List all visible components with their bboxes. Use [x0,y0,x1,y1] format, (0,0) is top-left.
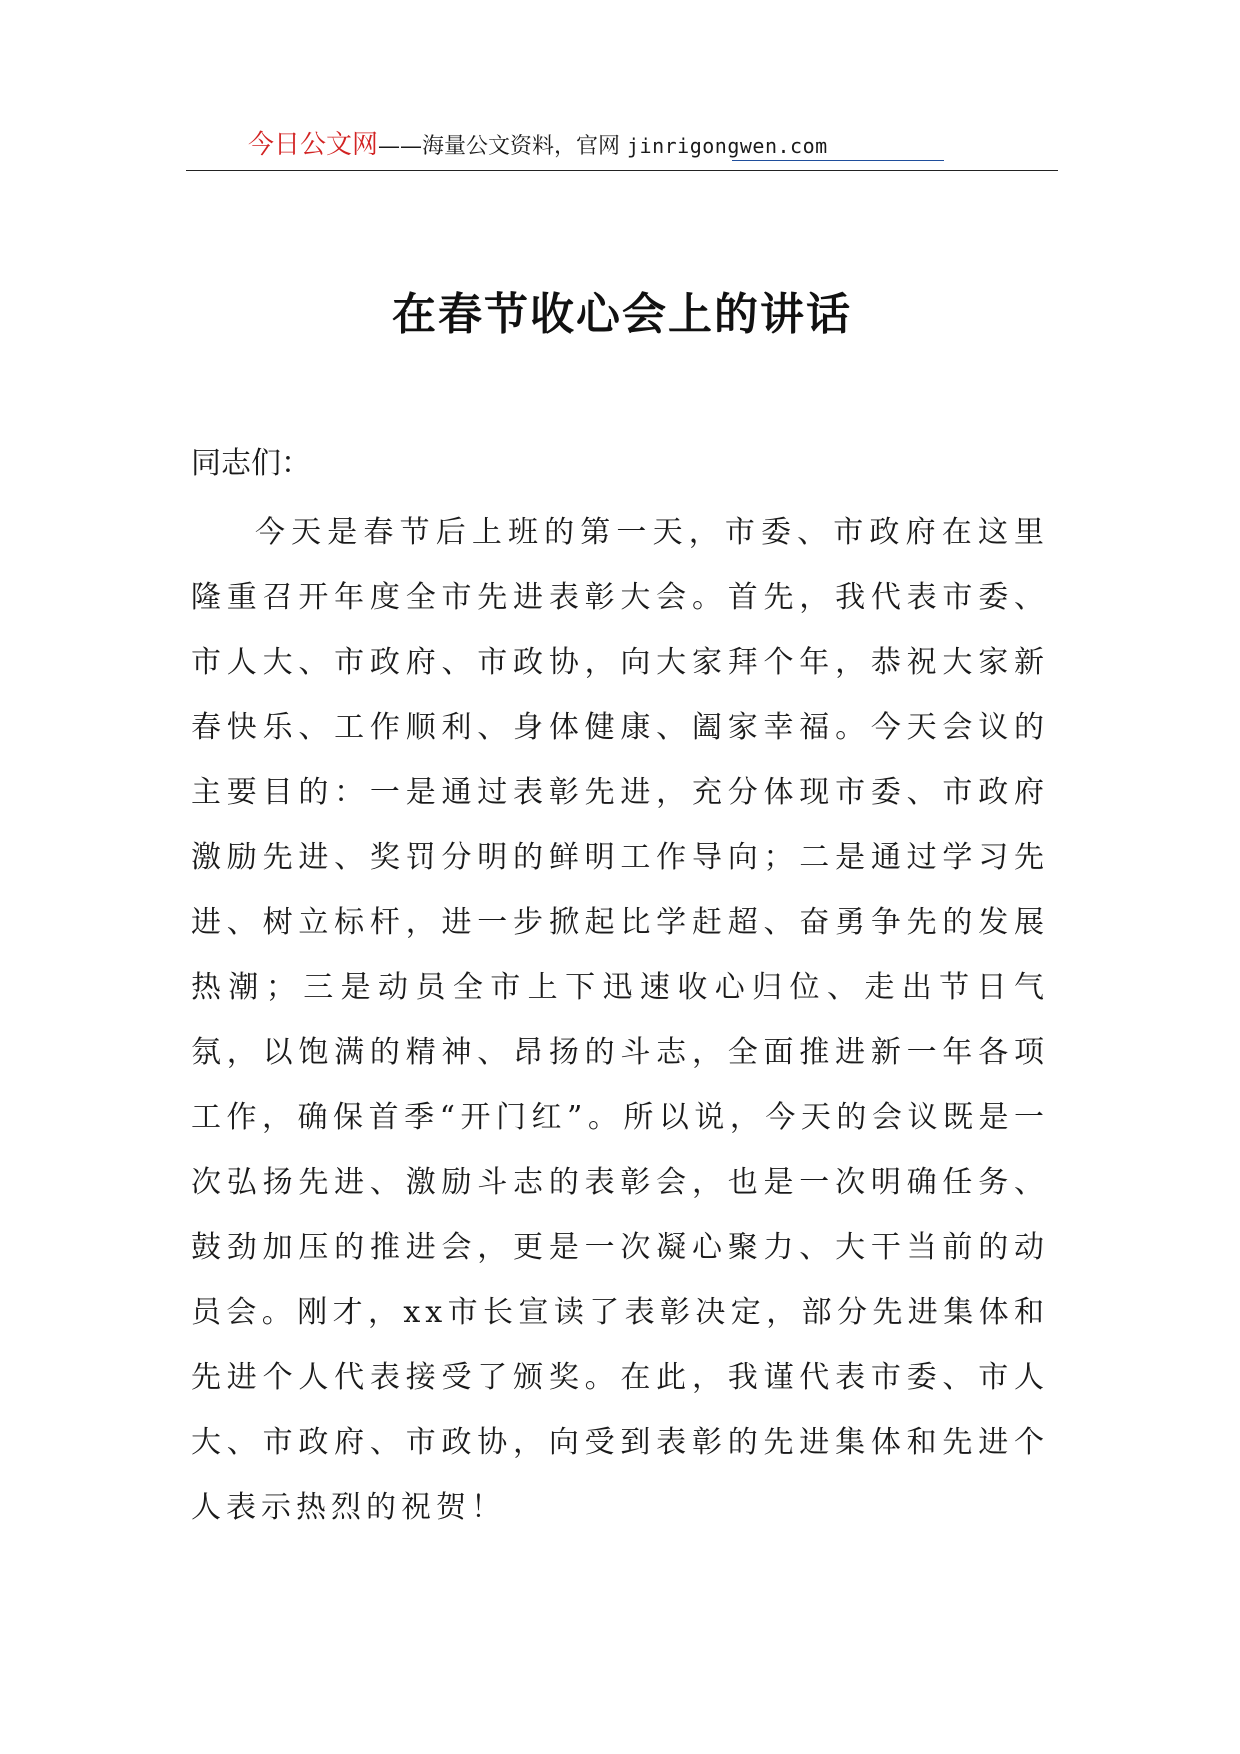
website-link[interactable]: jinrigongwen.com [627,134,828,158]
document-title: 在春节收心会上的讲话 [392,289,852,340]
website-underline [732,160,944,161]
header-separator: —— [378,134,423,159]
body-paragraph: 今天是春节后上班的第一天，市委、市政府在这里隆重召开年度全市先进表彰大会。首先，我代表市委、市人大、市政府、市政协，向大家拜个年，恭祝大家新春快乐、工作顺利、身体健康、阖家幸福。今天会议的主要目的：一是通过表彰先进，充分体现市委、市政府激励先进、奖罚分明的鲜明工作导向；二是通过学习先进、树立标杆，进一步掀起比学赶超、奋勇争先的发展热潮；三是动员全市上下迅速收心归位、走出节日气氛，以饱满的精神、昂扬的斗志，全面推进新一年各项工作，确保首季“开门红”。所以说，今天的会议既是一次弘扬先进、激励斗志的表彰会，也是一次明确任务、鼓劲加压的推进会，更是一次凝心聚力、大干当前的动员会。刚才，xx市长宣读了表彰决定，部分先进集体和先进个人代表接受了颁奖。在此，我谨代表市委、市人大、市政府、市政协，向受到表彰的先进集体和先进个人表示热烈的祝贺！ [191,515,1049,1525]
brand-name: 今日公文网 [248,130,379,160]
header-description: 海量公文资料，官网 [422,134,628,159]
salutation: 同志们： [191,446,311,481]
page-header [248,124,828,164]
header-divider [186,170,1058,171]
